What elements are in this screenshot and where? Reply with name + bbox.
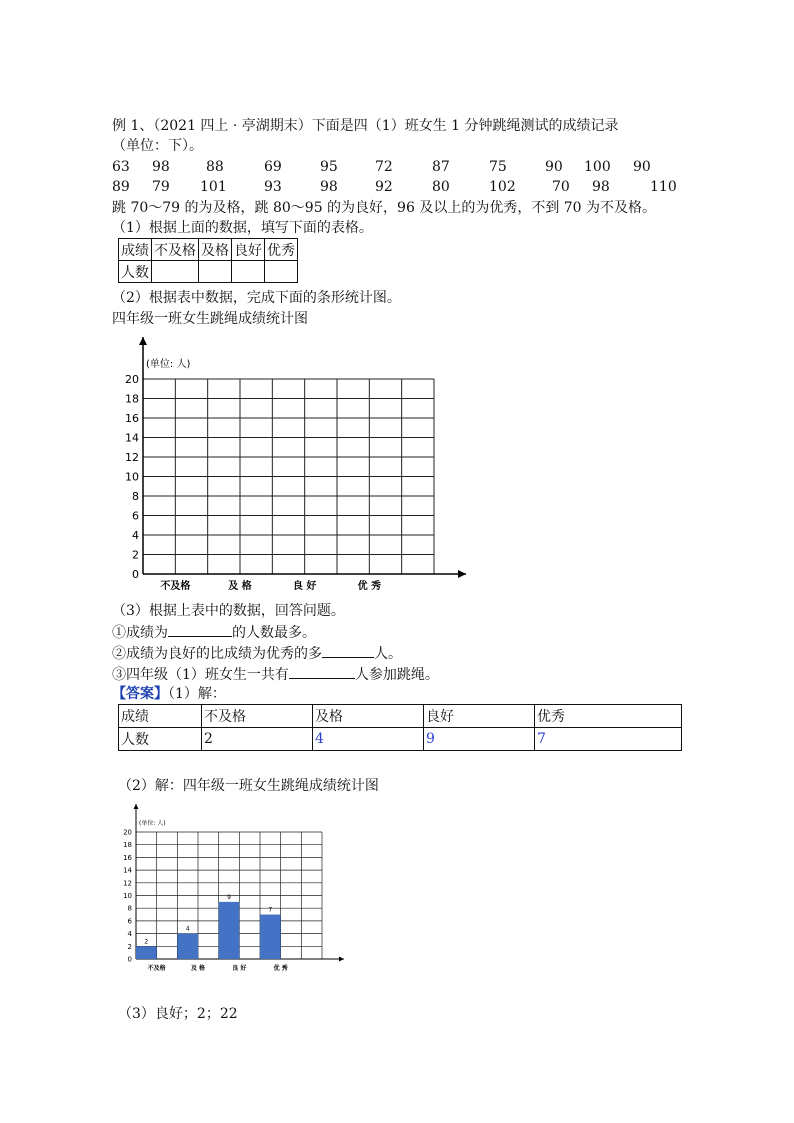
question-1: （1）根据上面的数据，填写下面的表格。 bbox=[112, 220, 373, 236]
table-empty-cell[interactable] bbox=[232, 261, 265, 283]
y-tick-label: 0 bbox=[127, 955, 132, 964]
question-3-3-suffix: 人参加跳绳。 bbox=[354, 667, 439, 683]
x-category-label: 优 秀 bbox=[357, 581, 382, 592]
y-tick-label: 18 bbox=[123, 841, 132, 850]
x-category-label: 良 好 bbox=[292, 581, 317, 592]
data-value: 95 bbox=[320, 159, 338, 175]
y-tick-label: 8 bbox=[132, 489, 139, 503]
table-cell: 9 bbox=[424, 728, 535, 751]
data-value: 100 bbox=[584, 159, 611, 175]
question-bar-chart bbox=[110, 335, 470, 597]
data-value: 101 bbox=[200, 179, 227, 195]
y-tick-label: 14 bbox=[125, 431, 139, 445]
answer-bar-chart bbox=[116, 802, 348, 972]
data-value: 98 bbox=[320, 179, 338, 195]
y-tick-label: 10 bbox=[123, 891, 132, 900]
table-empty-cell[interactable] bbox=[152, 261, 199, 283]
x-category-label: 不及格 bbox=[147, 965, 166, 972]
y-tick-label: 12 bbox=[125, 450, 139, 464]
table-header-cell: 不及格 bbox=[152, 239, 199, 261]
y-tick-label: 8 bbox=[127, 904, 132, 913]
x-axis-arrow bbox=[339, 957, 344, 962]
table-header-cell: 不及格 bbox=[202, 705, 313, 728]
table-header-cell: 及格 bbox=[199, 239, 232, 261]
y-tick-label: 2 bbox=[132, 548, 139, 562]
question-3-2-prefix: ②成绩为良好的比成绩为优秀的多 bbox=[112, 646, 322, 662]
bar bbox=[260, 915, 281, 959]
table-empty-cell[interactable] bbox=[265, 261, 298, 283]
data-value: 79 bbox=[152, 179, 170, 195]
bar bbox=[136, 946, 157, 959]
answer-blank-1[interactable] bbox=[168, 622, 232, 637]
answer-table bbox=[118, 704, 682, 751]
data-value: 93 bbox=[264, 179, 282, 195]
y-tick-label: 6 bbox=[132, 509, 139, 523]
unit-label: (单位: 人) bbox=[146, 359, 191, 370]
example-line-2: （单位：下）。 bbox=[112, 138, 203, 154]
question-3-2-suffix: 人。 bbox=[374, 646, 402, 662]
data-value: 88 bbox=[206, 159, 224, 175]
question-3: （3）根据上表中的数据，回答问题。 bbox=[112, 603, 345, 619]
question-2: （2）根据表中数据，完成下面的条形统计图。 bbox=[112, 290, 401, 306]
data-value: 89 bbox=[112, 179, 130, 195]
answer-blank-3[interactable] bbox=[289, 664, 355, 679]
grading-rule: 跳 70～79 的为及格，跳 80～95 的为良好，96 及以上的为优秀，不到 70 为不及格。 bbox=[112, 200, 657, 216]
y-tick-label: 10 bbox=[125, 470, 139, 484]
table-header-cell: 优秀 bbox=[535, 705, 682, 728]
y-tick-label: 2 bbox=[127, 942, 132, 951]
data-value: 75 bbox=[489, 159, 507, 175]
y-tick-label: 20 bbox=[125, 372, 139, 386]
y-tick-label: 16 bbox=[123, 853, 132, 862]
table-header-cell: 成绩 bbox=[119, 239, 152, 261]
data-value: 98 bbox=[152, 159, 170, 175]
y-tick-label: 0 bbox=[132, 567, 139, 581]
y-tick-label: 12 bbox=[123, 879, 132, 888]
y-tick-label: 14 bbox=[123, 866, 132, 875]
x-category-label: 不及格 bbox=[160, 581, 191, 592]
data-value: 102 bbox=[489, 179, 516, 195]
example-line-1: 例 1、（2021 四上 · 亭湖期末）下面是四（1）班女生 1 分钟跳绳测试的成绩记录 bbox=[112, 118, 619, 134]
bar-value-label: 4 bbox=[185, 925, 190, 933]
y-tick-label: 16 bbox=[125, 411, 139, 425]
x-category-label: 优 秀 bbox=[273, 965, 288, 972]
answer-heading bbox=[112, 684, 226, 704]
x-category-label: 及 格 bbox=[228, 581, 252, 592]
answer-blank-2[interactable] bbox=[322, 643, 374, 658]
question-3-2 bbox=[112, 643, 402, 664]
data-value: 70 bbox=[552, 179, 570, 195]
bar-value-label: 7 bbox=[268, 906, 273, 914]
y-tick-label: 4 bbox=[132, 528, 139, 542]
y-tick-label: 6 bbox=[127, 917, 132, 926]
question-table bbox=[118, 238, 298, 283]
table-cell: 2 bbox=[202, 728, 313, 751]
y-tick-label: 4 bbox=[127, 930, 132, 939]
data-value: 110 bbox=[650, 179, 677, 195]
table-header-cell: 良好 bbox=[424, 705, 535, 728]
table-row-label: 人数 bbox=[119, 728, 202, 751]
table-empty-cell[interactable] bbox=[199, 261, 232, 283]
data-value: 69 bbox=[264, 159, 282, 175]
data-value: 98 bbox=[592, 179, 610, 195]
answer-2: （2）解：四年级一班女生跳绳成绩统计图 bbox=[118, 778, 379, 794]
question-3-3-prefix: ③四年级（1）班女生一共有 bbox=[112, 667, 289, 683]
question-3-1 bbox=[112, 622, 316, 643]
y-axis-arrow bbox=[139, 337, 147, 345]
answer-1-label: （1）解： bbox=[168, 686, 226, 702]
bar bbox=[177, 934, 198, 959]
table-header-cell: 良好 bbox=[232, 239, 265, 261]
table-header-cell: 优秀 bbox=[265, 239, 298, 261]
x-category-label: 良 好 bbox=[232, 965, 247, 972]
table-cell: 4 bbox=[313, 728, 424, 751]
answer-3: （3）良好；2；22 bbox=[118, 1006, 238, 1022]
y-tick-label: 20 bbox=[123, 828, 132, 837]
data-value: 72 bbox=[375, 159, 393, 175]
answer-label: 【答案】 bbox=[112, 686, 168, 702]
chart-title: 四年级一班女生跳绳成绩统计图 bbox=[112, 311, 308, 327]
y-tick-label: 18 bbox=[125, 392, 139, 406]
bar-value-label: 2 bbox=[144, 938, 149, 946]
data-value: 63 bbox=[112, 159, 130, 175]
table-cell: 7 bbox=[535, 728, 682, 751]
question-3-3 bbox=[112, 664, 439, 685]
unit-label: (单位: 人) bbox=[139, 820, 166, 827]
question-3-1-prefix: ①成绩为 bbox=[112, 625, 168, 641]
data-value: 90 bbox=[545, 159, 563, 175]
data-value: 87 bbox=[432, 159, 450, 175]
bar bbox=[219, 902, 240, 959]
table-header-cell: 成绩 bbox=[119, 705, 202, 728]
data-value: 80 bbox=[432, 179, 450, 195]
data-value: 90 bbox=[633, 159, 651, 175]
data-value: 92 bbox=[375, 179, 393, 195]
question-3-1-suffix: 的人数最多。 bbox=[232, 625, 316, 641]
x-axis-arrow bbox=[458, 570, 466, 578]
table-header-cell: 及格 bbox=[313, 705, 424, 728]
table-row-label: 人数 bbox=[119, 261, 152, 283]
x-category-label: 及 格 bbox=[190, 965, 206, 972]
y-axis-arrow bbox=[134, 804, 139, 809]
bar-value-label: 9 bbox=[227, 893, 231, 901]
